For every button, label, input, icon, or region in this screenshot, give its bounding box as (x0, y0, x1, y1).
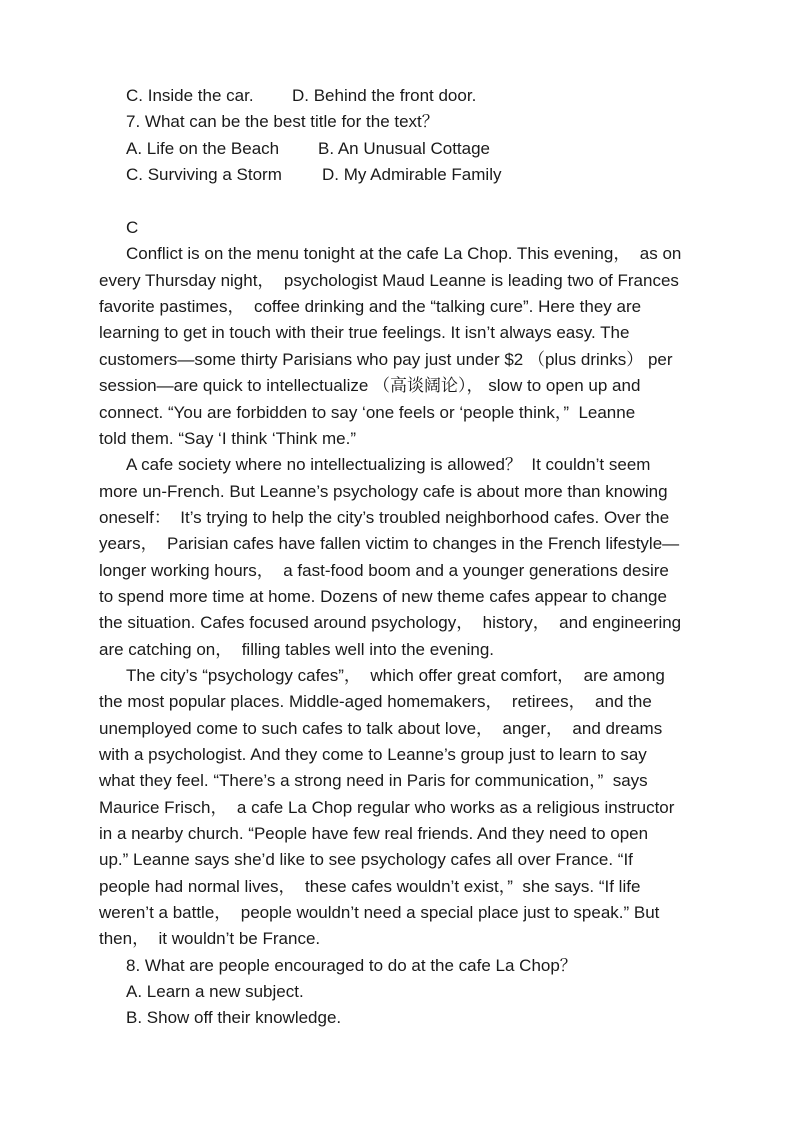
passage-line: every Thursday night， psychologist Maud Leanne is leading two of Frances (99, 271, 679, 290)
q6-option-d: D. Behind the front door. (292, 86, 477, 105)
passage-line: in a nearby church. “People have few real friends. And they need to open (99, 824, 649, 843)
passage-line: to spend more time at home. Dozens of new theme cafes appear to change (99, 587, 667, 606)
passage-line: customers—some thirty Parisians who pay just under $2 （plus drinks） per (99, 350, 673, 369)
q6-option-c: C. Inside the car. (126, 86, 254, 105)
passage-line: then， it wouldn’t be France. (99, 929, 321, 948)
passage-line: The city’s “psychology cafes”， which offer great comfort， are among (126, 666, 665, 685)
passage-line: more un-French. But Leanne’s psychology cafe is about more than knowing (99, 482, 668, 501)
passage-line: Maurice Frisch， a cafe La Chop regular who works as a religious instructor (99, 798, 675, 817)
passage-line: connect. “You are forbidden to say ‘one feels or ‘people think，” Leanne (99, 403, 636, 422)
passage-line: with a psychologist. And they come to Leanne’s group just to learn to say (99, 745, 647, 764)
q8-question: 8. What are people encouraged to do at the cafe La Chop？ (126, 956, 577, 975)
passage-line: up.” Leanne says she’d like to see psychology cafes all over France. “If (99, 850, 633, 869)
passage-line: longer working hours， a fast-food boom and a younger generations desire (99, 561, 669, 580)
section-label: C (126, 218, 139, 237)
passage-line: weren’t a battle， people wouldn’t need a special place just to speak.” But (99, 903, 660, 922)
passage-line: years， Parisian cafes have fallen victim to changes in the French lifestyle— (99, 534, 680, 553)
passage-line: learning to get in touch with their true feelings. It isn’t always easy. The (99, 323, 630, 342)
passage-line: favorite pastimes， coffee drinking and the “talking cure”. Here they are (99, 297, 642, 316)
passage-line: are catching on， filling tables well into the evening. (99, 640, 495, 659)
passage-line: unemployed come to such cafes to talk about love， anger， and dreams (99, 719, 663, 738)
q8-option-a: A. Learn a new subject. (126, 982, 304, 1001)
passage-line: the most popular places. Middle-aged homemakers， retirees， and the (99, 692, 652, 711)
passage-line: told them. “Say ‘I think ‘Think me.” (99, 429, 356, 448)
passage-line: what they feel. “There’s a strong need in Paris for communication，” says (99, 771, 648, 790)
passage-line: session—are quick to intellectualize （高谈阔论）， slow to open up and (99, 376, 641, 395)
q7-option-b: B. An Unusual Cottage (318, 139, 491, 158)
passage-line: the situation. Cafes focused around psychology， history， and engineering (99, 613, 682, 632)
q7-option-c: C. Surviving a Storm (126, 165, 282, 184)
q7-question: 7. What can be the best title for the text？ (126, 112, 439, 131)
passage-line: Conflict is on the menu tonight at the cafe La Chop. This evening， as on (126, 244, 682, 263)
q7-option-a: A. Life on the Beach (126, 139, 280, 158)
q7-option-d: D. My Admirable Family (322, 165, 502, 184)
passage-line: people had normal lives， these cafes wouldn’t exist，” she says. “If life (99, 877, 641, 896)
passage-line: oneself： It’s trying to help the city’s troubled neighborhood cafes. Over the (99, 508, 670, 527)
passage-line: A cafe society where no intellectualizing is allowed？ It couldn’t seem (126, 455, 651, 474)
q8-option-b: B. Show off their knowledge. (126, 1008, 342, 1027)
